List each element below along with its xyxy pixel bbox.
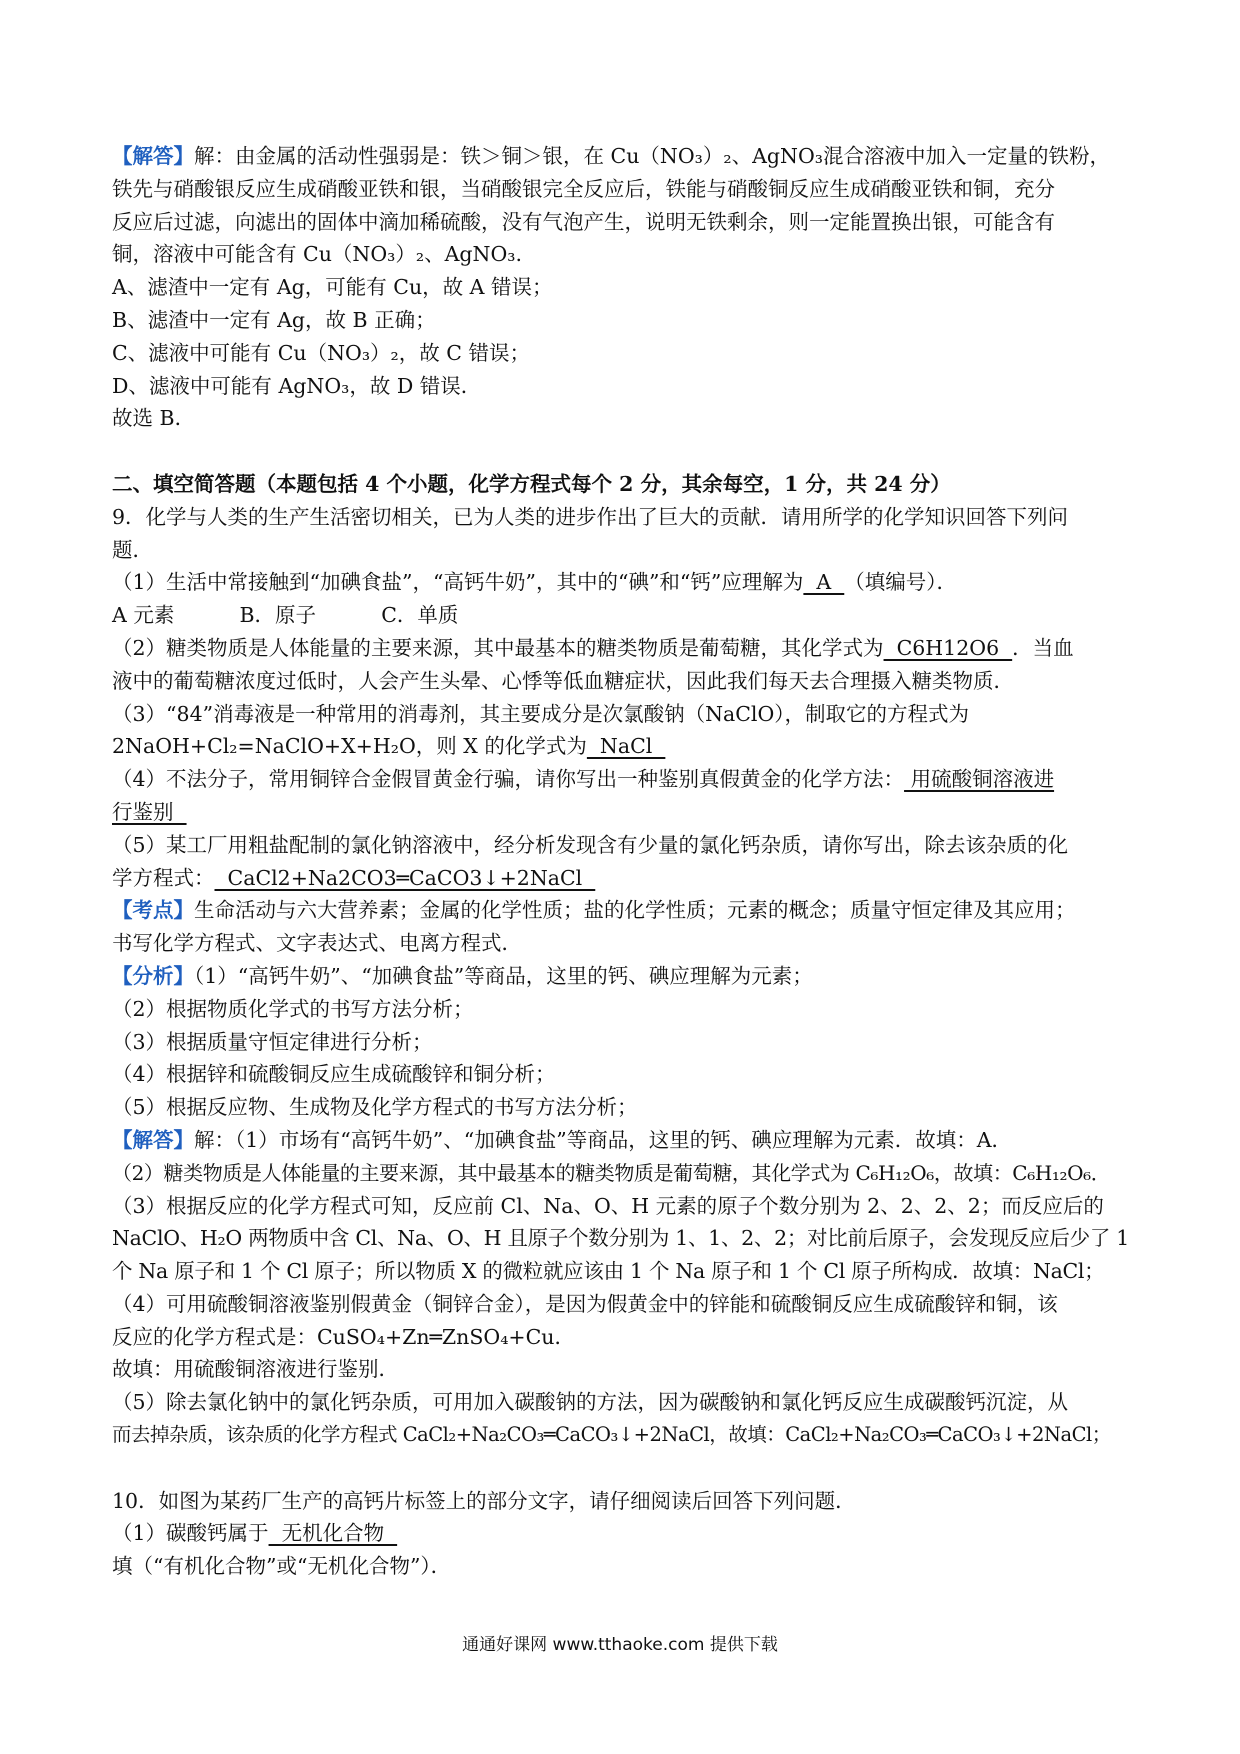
q9-part-3: （3）“84”消毒液是一种常用的消毒剂，其主要成分是次氯酸钠（NaClO），制取它的方程式为 [112,701,970,726]
text-line: （3）根据质量守恒定律进行分析； [112,1029,433,1054]
question-10-stem: 10．如图为某药厂生产的高钙片标签上的部分文字，请仔细阅读后回答下列问题． [112,1488,856,1513]
option-b: B、滤渣中一定有 Ag，故 B 正确； [112,307,436,332]
text-line: （3）根据反应的化学方程式可知，反应前 Cl、Na、O、H 元素的原子个数分别为 2、2、2、2；而反应后的 [112,1193,1104,1218]
text-line: 【分析】（1）“高钙牛奶”、“加碘食盐”等商品，这里的钙、碘应理解为元素； [112,963,813,988]
text-line: 个 Na 原子和 1 个 Cl 原子；所以物质 X 的微粒就应该由 1 个 Na 原子和 1 个 Cl 原子所构成．故填：NaCl； [112,1259,1105,1284]
q9-part-1-options: A 元素 B．原子 C．单质 [112,603,459,628]
text-line: （5）除去氯化钠中的氯化钙杂质，可用加入碳酸钠的方法，因为碳酸钠和氯化钙反应生成碳酸钙沉淀，从 [112,1390,1069,1415]
text-line: （5）根据反应物、生成物及化学方程式的书写方法分析； [112,1095,638,1120]
option-a: A、滤渣中一定有 Ag，可能有 Cu，故 A 错误； [112,275,553,300]
text-line: 书写化学方程式、文字表达式、电离方程式． [112,931,522,956]
q9-part-5: （5）某工厂用粗盐配制的氯化钠溶液中，经分析发现含有少量的氯化钙杂质，请你写出，除去该杂质的化 [112,832,1069,857]
text-line: 反应后过滤，向滤出的固体中滴加稀硫酸，没有气泡产生，说明无铁剩余，则一定能置换出银，可能含有 [112,209,1055,234]
text-line [112,796,1132,829]
page-footer: 通通好课网 www.tthaoke.com 提供下载 [462,1635,778,1655]
text-line: （4）根据锌和硫酸铜反应生成硫酸锌和铜分析； [112,1062,556,1087]
text-line: 反应的化学方程式是：CuSO₄+Zn═ZnSO₄+Cu． [112,1324,576,1349]
text-line: NaClO、H₂O 两物质中含 Cl、Na、O、H 且原子个数分别为 1、1、2、2；对比前后原子，会发现反应后少了 1 [112,1226,1129,1251]
topic-tag: 【考点】 [112,898,194,923]
q10-part-1: （1）碳酸钙属于 无机化合物 [112,1521,398,1546]
text-line: 学方程式： CaCl2+Na2CO3═CaCO3↓+2NaCl [112,865,596,890]
answer-tag: 【解答】 [112,1127,194,1152]
text-line: 液中的葡萄糖浓度过低时，人会产生头晕、心悸等低血糖症状，因此我们每天去合理摄入糖类物质． [112,668,1014,693]
q9-part-2: （2）糖类物质是人体能量的主要来源，其中最基本的糖类物质是葡萄糖，其化学式为 C6H12O6 ．当血 [112,635,1074,660]
answer-blank: 行鉴别 [112,799,187,824]
text-line: （4）可用硫酸铜溶液鉴别假黄金（铜锌合金），是因为假黄金中的锌能和硫酸铜反应生成硫酸锌和铜，该 [112,1291,1058,1316]
answer-blank: C6H12O6 [883,635,1013,660]
q9-part-4: （4）不法分子，常用铜锌合金假冒黄金行骗，请你写出一种鉴别真假黄金的化学方法： 用硫酸铜溶液进 [112,767,1055,792]
text-line: 2NaOH+Cl₂=NaClO+X+H₂O，则 X 的化学式为 NaCl [112,734,666,759]
text-line: （2）根据物质化学式的书写方法分析； [112,996,474,1021]
text-line: 故填：用硫酸铜溶液进行鉴别． [112,1357,399,1382]
analysis-tag: 【分析】 [112,963,194,988]
text-line: 【考点】生命活动与六大营养素；金属的化学性质；盐的化学性质；元素的概念；质量守恒定律及其应用； [112,898,1076,923]
text-line: 铁先与硝酸银反应生成硝酸亚铁和银，当硝酸银完全反应后，铁能与硝酸铜反应生成硝酸亚铁和铜，充分 [112,176,1055,201]
text-line: 填（“有机化合物”或“无机化合物”）． [112,1554,452,1579]
section-heading: 二、填空简答题（本题包括 4 个小题，化学方程式每个 2 分，其余每空，1 分，共 24 分） [112,471,951,496]
text-line: （2）糖类物质是人体能量的主要来源，其中最基本的糖类物质是葡萄糖，其化学式为 C₆H₁₂O₆，故填：C₆H₁₂O₆． [112,1160,1111,1185]
final-choice: 故选 B． [112,406,196,431]
option-d: D、滤液中可能有 AgNO₃，故 D 错误． [112,373,482,398]
answer-blank: NaCl [586,734,666,759]
text-line: 【解答】解：由金属的活动性强弱是：铁＞铜＞银，在 Cu（NO₃）₂、AgNO₃混合溶液中加入一定量的铁粉， [112,144,1110,168]
text-line: 而去掉杂质，该杂质的化学方程式 CaCl₂+Na₂CO₃═CaCO₃↓+2NaCl，故填：CaCl₂+Na₂CO₃═CaCO₃↓+2NaCl； [112,1423,1111,1447]
answer-blank: 用硫酸铜溶液进 [904,767,1055,792]
answer-tag: 【解答】 [112,144,194,168]
q9-part-1: （1）生活中常接触到“加碘食盐”，“高钙牛奶”，其中的“碘”和“钙”应理解为 A （填编号）． [112,570,958,595]
option-c: C、滤液中可能有 Cu（NO₃）₂，故 C 错误； [112,340,530,365]
document-page [112,140,1132,1583]
answer-blank: A [803,570,845,595]
text-line: 铜，溶液中可能含有 Cu（NO₃）₂、AgNO₃. [112,242,522,267]
text-line: 【解答】解：（1）市场有“高钙牛奶”、“加碘食盐”等商品，这里的钙、碘应理解为元素．故填：A． [112,1127,1013,1152]
question-9-stem: 9．化学与人类的生产生活密切相关，已为人类的进步作出了巨大的贡献．请用所学的化学知识回答下列问 [112,504,1069,529]
answer-blank: CaCl2+Na2CO3═CaCO3↓+2NaCl [214,865,596,890]
answer-blank: 无机化合物 [268,1521,398,1546]
question-9-stem: 题． [112,537,153,562]
